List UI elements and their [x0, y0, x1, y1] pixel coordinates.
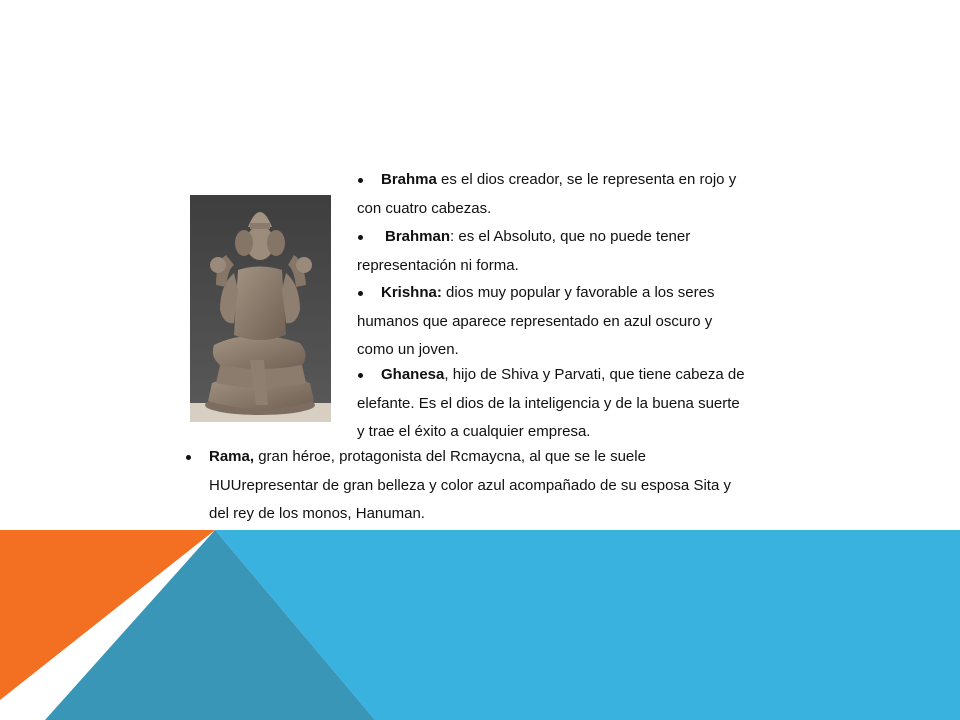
list-item-ghanesa [357, 361, 745, 447]
bullet-icon [358, 291, 363, 296]
stone-statue-icon [190, 195, 331, 422]
item-text: humanos que aparece representado en azul oscuro y [357, 312, 713, 330]
item-text: es el dios creador, se le representa en rojo y [436, 171, 737, 188]
item-term: Krishna: [381, 284, 442, 301]
bullet-icon [358, 178, 363, 183]
item-text: con cuatro cabezas. [357, 199, 492, 217]
item-text: del rey de los monos, Hanuman. [209, 505, 425, 522]
item-text: como un joven. [357, 341, 459, 358]
bullet-icon [358, 373, 363, 378]
item-term: Brahma [381, 171, 437, 188]
item-text: , hijo de Shiva y Parvati, que tiene cabeza de [444, 366, 745, 383]
item-text: elefante. Es el dios de la inteligencia y de la buena suerte [357, 394, 740, 412]
item-text: y trae el éxito a cualquier empresa. [357, 423, 591, 440]
bullet-icon [358, 235, 363, 240]
item-text: representación ni forma. [357, 256, 519, 274]
list-item-krishna [357, 279, 714, 365]
item-term: Rama, [209, 448, 255, 465]
item-text: dios muy popular y favorable a los seres [441, 284, 715, 301]
list-item-brahma [357, 166, 736, 223]
item-term: Ghanesa [381, 366, 445, 383]
item-text: HUUrepresentar de gran belleza y color azul acompañado de su esposa Sita y [209, 476, 731, 494]
list-item-brahman [357, 223, 690, 280]
bullet-icon [186, 455, 191, 460]
item-term: Brahman [385, 228, 451, 245]
list-item-rama [185, 443, 731, 529]
item-text: : es el Absoluto, que no puede tener [450, 228, 691, 245]
item-text: gran héroe, protagonista del Rcmaycna, al que se le suele [254, 448, 646, 465]
